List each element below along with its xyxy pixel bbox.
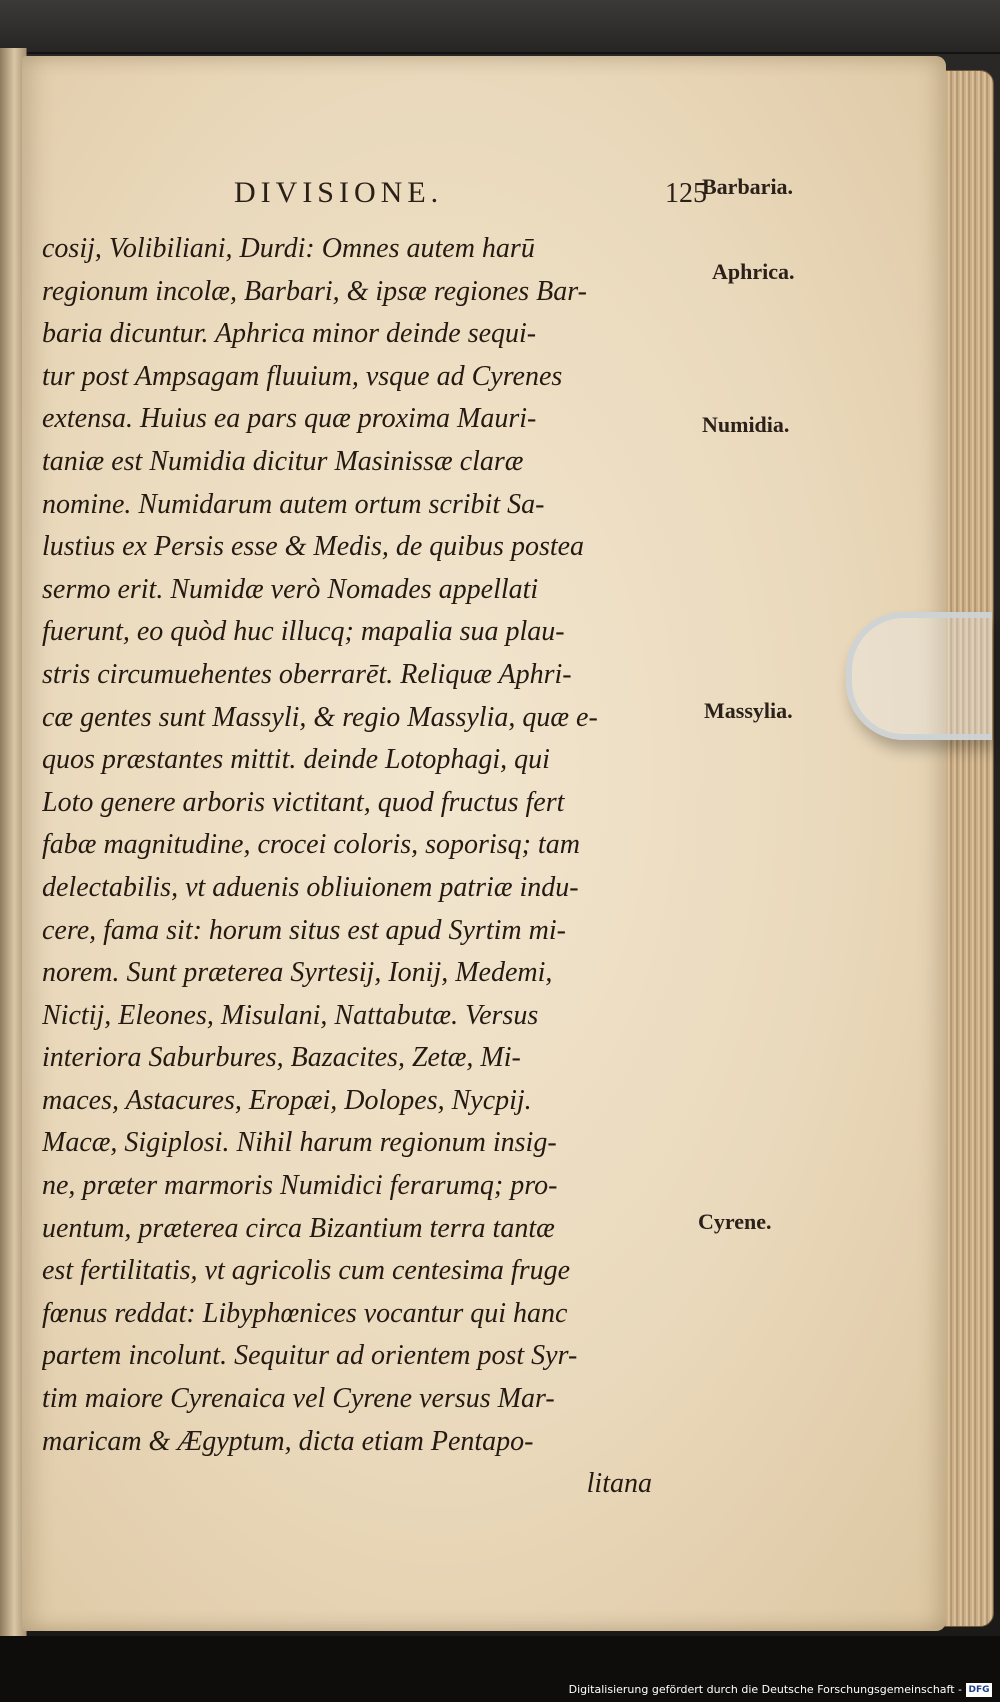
text-line: est fertilitatis, vt agricolis cum centesima fruge: [42, 1255, 571, 1287]
text-line: baria dicuntur. Aphrica minor deinde sequi-: [42, 318, 537, 350]
text-line: nomine. Numidarum autem ortum scribit Sa-: [42, 488, 545, 520]
text-line: uentum, præterea circa Bizantium terra tantæ: [42, 1212, 555, 1244]
text-line: fœnus reddat: Libyphœnices vocantur qui hanc: [42, 1297, 568, 1329]
text-line: norem. Sunt præterea Syrtesij, Ionij, Medemi,: [42, 957, 553, 989]
digitization-credit: Digitalisierung gefördert durch die Deutsche Forschungsgemeinschaft -: [568, 1683, 962, 1696]
book-page: [22, 56, 946, 1631]
text-line: fuerunt, eo quòd huc illucq; mapalia sua plau-: [42, 616, 565, 648]
text-line: delectabilis, vt aduenis obliuionem patriæ indu-: [42, 871, 579, 903]
dfg-logo: DFG: [966, 1683, 992, 1697]
text-line: maricam & Ægyptum, dicta etiam Pentapo-: [42, 1425, 534, 1457]
text-line: taniæ est Numidia dicitur Masinissæ claræ: [42, 445, 524, 477]
text-line: Loto genere arboris victitant, quod fructus fert: [42, 786, 565, 818]
text-line: lustius ex Persis esse & Medis, de quibus postea: [42, 531, 585, 563]
scan-footer: [0, 1636, 1000, 1702]
text-line: extensa. Huius ea pars quæ proxima Mauri-: [42, 403, 537, 435]
page-number: 125: [665, 178, 707, 209]
margin-note-barbaria: Barbaria.: [702, 174, 794, 199]
text-line: ne, præter marmoris Numidici ferarumq; pro-: [42, 1170, 558, 1202]
catchword-line: litana: [586, 1468, 652, 1500]
text-line: cæ gentes sunt Massyli, & regio Massylia, quæ e-: [42, 701, 598, 733]
page-block-edge: [940, 70, 994, 1627]
margin-note-massylia: Massylia.: [704, 698, 793, 723]
text-line: partem incolunt. Sequitur ad orientem post Syr-: [42, 1340, 578, 1372]
text-line: regionum incolæ, Barbari, & ipsæ regiones Bar-: [42, 275, 587, 307]
text-line: maces, Astacures, Eropæi, Dolopes, Nycpij.: [42, 1084, 532, 1116]
text-line: tur post Ampsagam fluuium, vsque ad Cyrenes: [42, 360, 563, 392]
text-line: stris circumuehentes oberrarēt. Reliquæ Aphri-: [42, 658, 572, 690]
text-line: interiora Saburbures, Bazacites, Zetæ, Mi-: [42, 1042, 521, 1074]
book-cover-edge: [0, 0, 1000, 54]
text-line: quos præstantes mittit. deinde Lotophagi, qui: [42, 744, 550, 776]
text-line: Macæ, Sigiplosi. Nihil harum regionum insig-: [42, 1127, 557, 1159]
margin-note-aphrica: Aphrica.: [712, 259, 795, 284]
running-title: DIVISIONE.: [234, 176, 444, 209]
text-line: cosij, Volibiliani, Durdi: Omnes autem harū: [42, 233, 535, 264]
text-line: tim maiore Cyrenaica vel Cyrene versus Mar-: [42, 1383, 555, 1415]
margin-note-numidia: Numidia.: [702, 412, 790, 437]
text-line: fabæ magnitudine, crocei coloris, soporisq; tam: [42, 829, 580, 861]
text-line: Nictij, Eleones, Misulani, Nattabutæ. Versus: [42, 999, 539, 1031]
body-text: [42, 228, 722, 1506]
page-clip: [846, 612, 992, 740]
page-header: [22, 176, 946, 212]
text-line: cere, fama sit: horum situs est apud Syrtim mi-: [42, 914, 566, 946]
text-line: sermo erit. Numidæ verò Nomades appellati: [42, 573, 539, 605]
margin-note-cyrene: Cyrene.: [698, 1209, 772, 1234]
